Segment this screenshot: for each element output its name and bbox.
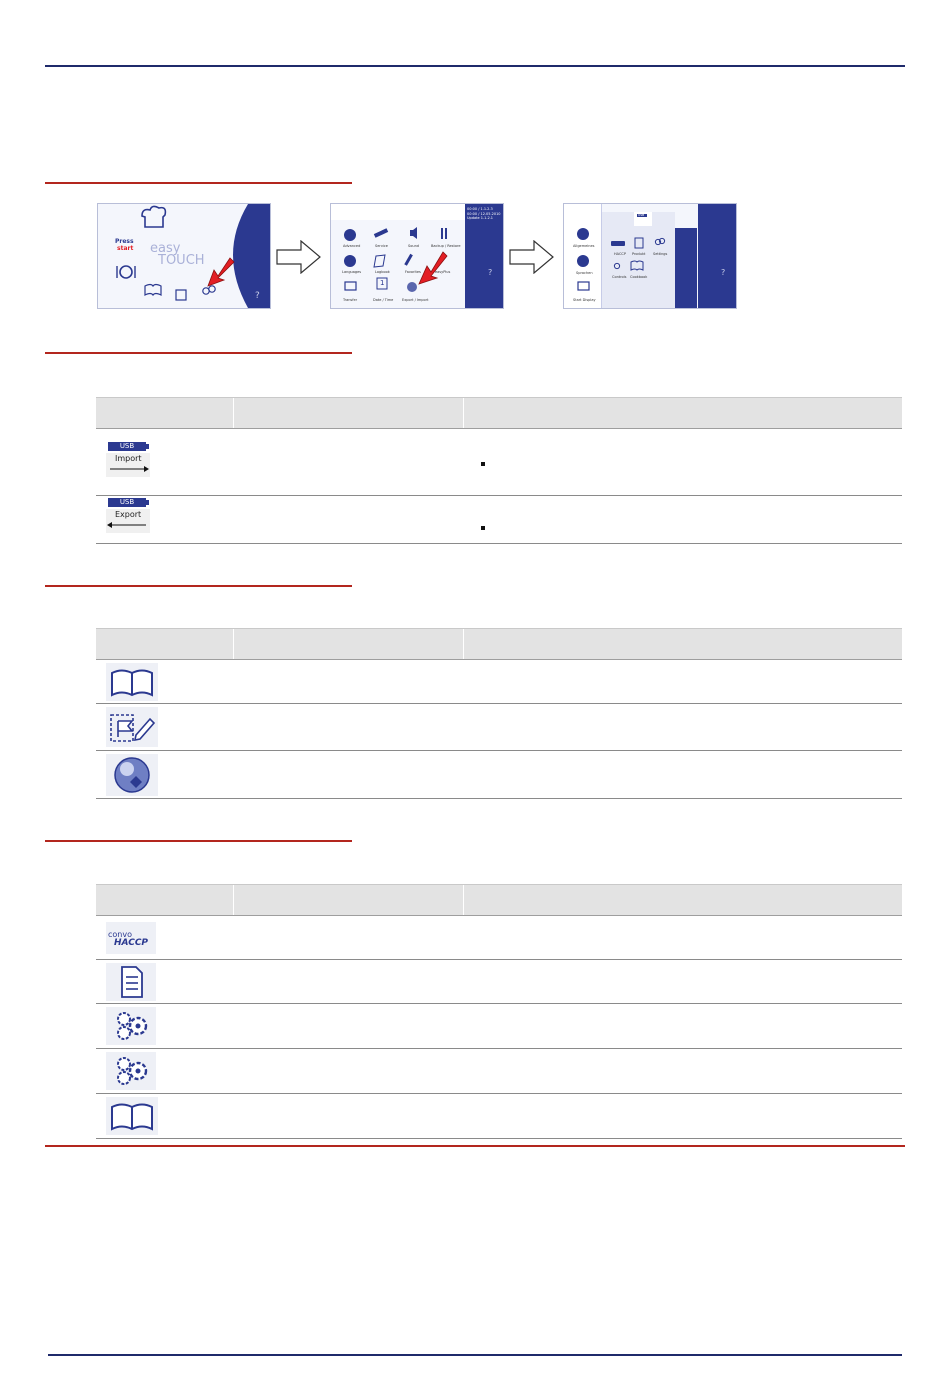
home-brand-touch: TOUCH (158, 253, 205, 268)
section-rule-3 (45, 585, 352, 587)
header-cell (96, 629, 234, 660)
name-cell (234, 1004, 464, 1049)
icon-cell (96, 1094, 234, 1139)
usb-caption-text: Export (115, 509, 142, 519)
settings-label[interactable]: Advanced (343, 244, 361, 248)
name-cell (234, 496, 464, 544)
icon-cell (96, 1049, 234, 1094)
icon-cell (96, 660, 234, 704)
description-cell (464, 960, 903, 1004)
settings-label[interactable]: Service (375, 244, 388, 248)
home-help[interactable]: ? (255, 291, 260, 301)
table-header (96, 885, 902, 916)
settings-info-line: Update 1.1.2.1 (467, 216, 494, 220)
header-rule (45, 65, 905, 67)
transfer-label[interactable]: Cookbook (630, 275, 648, 279)
table-row (96, 496, 902, 544)
description-cell (464, 496, 903, 544)
transfer-side-label[interactable]: Sprachen (576, 271, 593, 275)
settings-info (467, 207, 501, 221)
name-cell (234, 916, 464, 960)
book-icon[interactable] (106, 663, 158, 701)
transfer-label[interactable]: Controls (612, 275, 627, 279)
transfer-label[interactable]: HACCP (614, 252, 626, 256)
section-rule-2 (45, 352, 352, 354)
transfer-icons (564, 204, 698, 308)
usb-tag: USB (108, 442, 146, 451)
usb-caption-text: Import (115, 454, 142, 463)
description-cell (464, 660, 903, 704)
usb-import-icon[interactable] (106, 442, 150, 478)
settings-info-line: 00:00 / 1.1.2.3 (467, 207, 493, 211)
table-row (96, 751, 902, 799)
settings-label[interactable]: Transfer (343, 298, 358, 302)
transfer-band-2 (698, 204, 736, 308)
settings-label[interactable]: Backup / Restore (431, 244, 461, 248)
icon-cell (96, 1004, 234, 1049)
home-brand-small-2: start (117, 245, 134, 252)
settings-info-line: 00:00 / 12.05.2010 (467, 211, 501, 216)
gears-icon[interactable] (106, 1052, 156, 1090)
screenshot-home (97, 203, 271, 309)
icon-cell (96, 960, 234, 1004)
icon-cell (96, 751, 234, 799)
table-header (96, 398, 902, 429)
table-row (96, 429, 902, 496)
usb-transfer-table (96, 397, 902, 544)
transfer-items-table (96, 884, 902, 1139)
bullet (481, 526, 485, 530)
table-row (96, 1049, 902, 1094)
table-row (96, 1004, 902, 1049)
table-row (96, 916, 902, 960)
settings-label[interactable]: Logbook (375, 270, 390, 274)
bullet (481, 462, 485, 466)
table-row (96, 704, 902, 751)
header-cell (96, 398, 234, 429)
settings-label[interactable]: Export / Import (402, 298, 429, 302)
icon-cell (96, 916, 234, 960)
flow-arrow-1 (276, 240, 322, 274)
name-cell (234, 960, 464, 1004)
transfer-side-label[interactable]: Start Display (573, 298, 596, 302)
arrow-right-icon (106, 465, 150, 473)
name-cell (234, 704, 464, 751)
book-icon[interactable] (106, 1097, 158, 1135)
icon-cell (96, 704, 234, 751)
flag-edit-icon[interactable] (106, 707, 158, 747)
screenshot-transfer (563, 203, 737, 309)
icon-cell (96, 496, 234, 544)
usb-plug (146, 500, 149, 505)
header-cell (464, 629, 903, 660)
description-cell (464, 916, 903, 960)
footer-rule (48, 1354, 902, 1356)
haccp-text: HACCP (114, 937, 149, 948)
description-cell (464, 1049, 903, 1094)
description-cell (464, 1004, 903, 1049)
settings-label[interactable]: Sound (408, 244, 420, 248)
header-cell (234, 629, 464, 660)
header-cell (234, 398, 464, 429)
convo-text: convo (108, 929, 132, 939)
description-cell (464, 1094, 903, 1139)
transfer-label[interactable]: Produkt (632, 252, 646, 256)
description-cell (464, 704, 903, 751)
section-rule-4 (45, 840, 352, 842)
header-cell (96, 885, 234, 916)
usb-export-icon[interactable] (106, 498, 150, 534)
arrow-left-icon (106, 521, 150, 529)
name-cell (234, 429, 464, 496)
header-cell (464, 398, 903, 429)
transfer-side-label[interactable]: Allgemeines (573, 244, 595, 248)
settings-help[interactable]: ? (488, 268, 493, 277)
home-brand-small: Press (115, 238, 134, 245)
usb-tag: USB (108, 498, 146, 507)
globe-icon[interactable] (106, 754, 158, 796)
document-icon[interactable] (106, 963, 156, 1001)
name-cell (234, 1094, 464, 1139)
icon-cell (96, 429, 234, 496)
section-rule-1 (45, 182, 352, 184)
table-row (96, 960, 902, 1004)
settings-label[interactable]: easyPlus (435, 270, 451, 274)
flow-arrow-2 (509, 240, 555, 274)
settings-label[interactable]: Date / Time (373, 298, 394, 302)
transfer-help[interactable]: ? (721, 268, 726, 277)
transfer-label[interactable]: Settings (653, 252, 668, 256)
description-cell (464, 429, 903, 496)
header-cell (464, 885, 903, 916)
screenshot-settings (330, 203, 504, 309)
settings-label[interactable]: Languages (342, 270, 362, 274)
transfer-usb-mini: USB (638, 213, 645, 217)
name-cell (234, 751, 464, 799)
usb-plug (146, 444, 149, 449)
description-cell (464, 751, 903, 799)
settings-icons (331, 204, 465, 308)
settings-label[interactable]: Favorites (405, 270, 421, 274)
section-end-rule (45, 1145, 905, 1147)
settings-day-number: 1 (380, 279, 385, 287)
options-table (96, 628, 902, 799)
gears-icon[interactable] (106, 1007, 156, 1045)
name-cell (234, 660, 464, 704)
table-row (96, 1094, 902, 1139)
header-cell (234, 885, 464, 916)
home-brand-easy: easy (150, 241, 181, 256)
table-row (96, 660, 902, 704)
convo-haccp-icon[interactable] (106, 922, 156, 954)
table-header (96, 629, 902, 660)
name-cell (234, 1049, 464, 1094)
